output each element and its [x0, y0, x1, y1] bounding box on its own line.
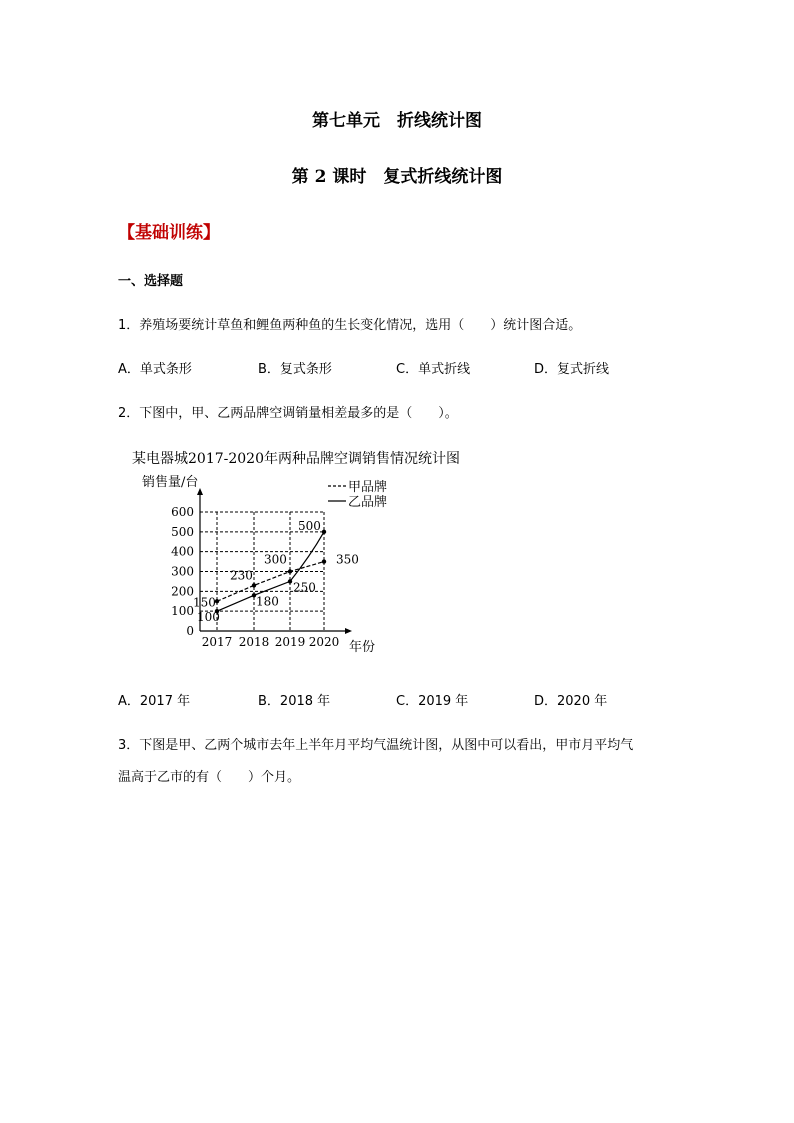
legend-label-b: 乙品牌: [348, 495, 388, 510]
data-point: [288, 569, 292, 573]
x-tick-label: 2020: [308, 635, 340, 649]
data-label: 230: [230, 568, 253, 583]
part-label: 一、选择题: [118, 274, 184, 289]
data-point: [288, 579, 292, 583]
data-point: [252, 583, 256, 587]
q2-option-a: A．2017 年: [118, 694, 191, 709]
x-axis-label: 年份: [349, 640, 376, 655]
y-axis-label: 销售量/台: [142, 475, 199, 490]
data-label: 150: [193, 595, 216, 610]
question-3-line-1: 3．下图是甲、乙两个城市去年上半年月平均气温统计图，从图中可以看出，甲市月平均气: [118, 738, 634, 753]
y-tick-label: 500: [171, 524, 194, 539]
q1-option-c: C．单式折线: [396, 362, 471, 377]
y-tick-label: 600: [171, 505, 194, 519]
question-1: 1．养殖场要统计草鱼和鲤鱼两种鱼的生长变化情况，选用（ ）统计图合适。: [118, 318, 582, 333]
data-label: 500: [298, 518, 321, 533]
data-label: 100: [197, 610, 220, 625]
y-tick-label: 100: [171, 604, 194, 619]
y-tick-label: 0: [186, 624, 194, 638]
chart-title: 某电器城2017-2020年两种品牌空调销售情况统计图: [132, 451, 460, 467]
x-tick-label: 2018: [238, 635, 270, 649]
page-subtitle: 第 2 课时 复式折线统计图: [291, 167, 503, 187]
data-label: 250: [293, 580, 316, 595]
q2-option-b: B．2018 年: [258, 694, 331, 709]
data-label: 300: [264, 552, 287, 567]
question-2: 2．下图中，甲、乙两品牌空调销量相差最多的是（ ）。: [118, 406, 458, 421]
section-label: 【基础训练】: [118, 223, 220, 243]
q1-option-b: B．复式条形: [258, 362, 332, 377]
y-tick-label: 400: [171, 544, 194, 559]
legend-label-a: 甲品牌: [348, 480, 388, 495]
q1-option-d: D．复式折线: [534, 362, 610, 377]
y-tick-label: 200: [171, 584, 194, 599]
q2-option-d: D．2020 年: [534, 694, 608, 709]
data-point: [322, 530, 326, 534]
x-tick-label: 2019: [274, 635, 306, 649]
page-title: 第七单元 折线统计图: [312, 111, 482, 131]
x-axis-arrow: [345, 628, 352, 634]
data-point: [322, 559, 326, 563]
x-tick-label: 2017: [201, 635, 233, 649]
data-label: 350: [336, 552, 359, 567]
question-3-line-2: 温高于乙市的有（ ）个月。: [118, 770, 301, 785]
y-tick-label: 300: [171, 564, 194, 579]
q2-option-c: C．2019 年: [396, 694, 469, 709]
data-label: 180: [256, 594, 279, 609]
q1-option-a: A．单式条形: [118, 362, 192, 377]
line-chart: [120, 470, 420, 660]
